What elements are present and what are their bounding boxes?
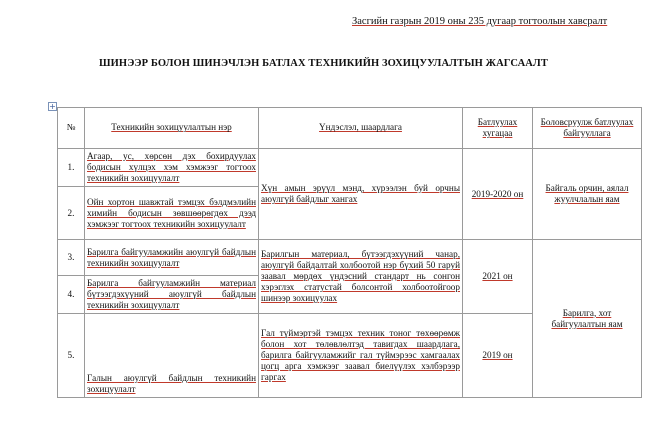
move-icon[interactable]: + — [49, 102, 56, 111]
regulation-name: Ойн хортон шавжтай тэмцэх бэлдмэлийн химийн бодисын зөвшөөрөгдөх дээд хэмжээг тогтоох техникийн зохицуулалт — [85, 187, 259, 240]
row-number: 2. — [58, 187, 85, 240]
regulation-table — [57, 107, 642, 398]
row-number: 3. — [58, 240, 85, 276]
regulation-name: Барилга байгууламжийн аюулгүй байдлын техникийн зохицуулалт — [85, 240, 259, 276]
appendix-note — [352, 16, 607, 27]
deadline-value: 2021 он — [463, 240, 533, 314]
column-header-organization: Боловсруулж батлуулах байгууллага — [533, 108, 642, 149]
column-header-number: № — [58, 108, 85, 149]
regulation-name: Агаар, ус, хөрсөн дэх бохирдуулах бодисын хүлцэх хэм хэмжээг тогтоох техникийн зохицуулалт — [85, 149, 259, 187]
row-number: 5. — [58, 314, 85, 398]
basis-text: Барилгын материал, бүтээгдэхүүний чанар, аюулгүй байдалтай холбоотой нэр бүхий 50 гаруй заавал мөрдөх үндэсний стандарт нь сонгон хэрэглэх статустай болсонтой холбоотойгоор шинээр зохицуулах — [259, 240, 463, 314]
organization-name: Барилга, хот байгуулалтын яам — [533, 240, 642, 398]
basis-text: Хүн амын эрүүл мэнд, хүрээлэн буй орчны аюулгүй байдлыг хангах — [259, 149, 463, 240]
column-header-name: Техникийн зохицуулалтын нэр — [85, 108, 259, 149]
regulation-name: Галын аюулгүй байдлын техникийн зохицуулалт — [85, 314, 259, 398]
row-number: 1. — [58, 149, 85, 187]
basis-text: Гал түймэртэй тэмцэх техник тоног төхөөрөмж болон хот төлөвлөлтэд тавигдах шаардлага, барилга байгууламжийг гал түймэрээс хамгаалах цогц арга хэмжээг заавал биелүүлэх хэлбэрээр гаргах — [259, 314, 463, 398]
regulation-name: Барилга байгууламжийн материал бүтээгдэхүүний аюулгүй байдлын техникийн зохицуулалт — [85, 276, 259, 314]
column-header-basis: Үндэслэл, шаардлага — [259, 108, 463, 149]
table-row — [58, 149, 642, 187]
organization-name: Байгаль орчин, аялал жуулчлалын яам — [533, 149, 642, 240]
column-header-deadline: Батлуулах хугацаа — [463, 108, 533, 149]
deadline-value: 2019 он — [463, 314, 533, 398]
table-header-row — [58, 108, 642, 149]
document-title: ШИНЭЭР БОЛОН ШИНЭЧЛЭН БАТЛАХ ТЕХНИКИЙН ЗОХИЦУУЛАЛТЫН ЖАГСААЛТ — [99, 58, 548, 69]
table-row — [58, 240, 642, 276]
deadline-value: 2019-2020 он — [463, 149, 533, 240]
row-number: 4. — [58, 276, 85, 314]
appendix-note-text: Засгийн газрын 2019 оны 235 дугаар тогтоолын хавсралт — [352, 16, 608, 27]
